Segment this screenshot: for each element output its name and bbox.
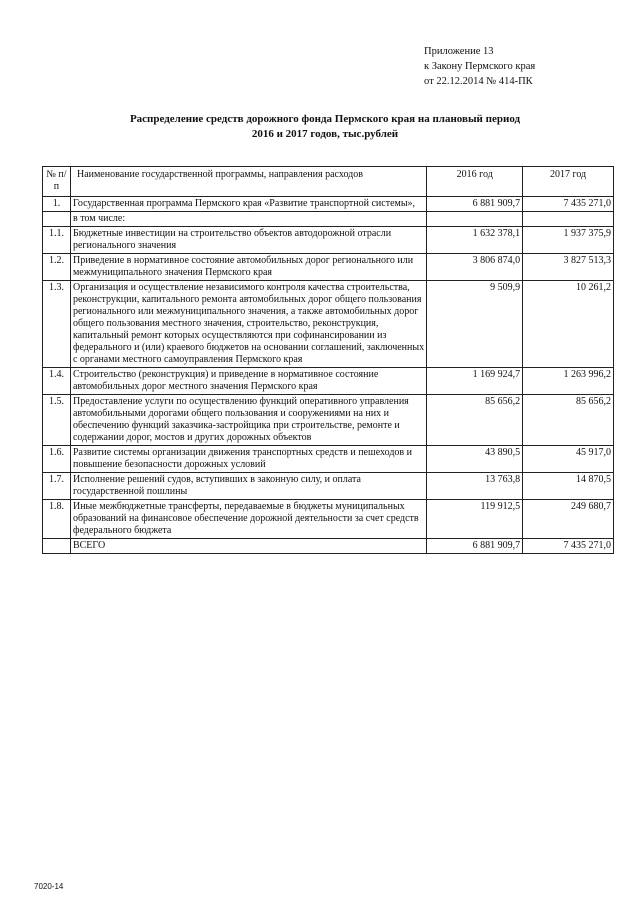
row-number: 1.6. bbox=[43, 446, 71, 473]
row-name: Приведение в нормативное состояние автомобильных дорог регионального или межмуниципального значения Пермского края bbox=[70, 254, 426, 281]
row-number bbox=[43, 539, 71, 554]
row-2017-value: 249 680,7 bbox=[523, 500, 614, 539]
row-2016-value: 9 509,9 bbox=[427, 281, 523, 368]
row-name: Бюджетные инвестиции на строительство объектов автодорожной отрасли регионального значения bbox=[70, 227, 426, 254]
title-line-1: Распределение средств дорожного фонда Пермского края на плановый период bbox=[129, 113, 521, 125]
row-number bbox=[43, 212, 71, 227]
table-total-row bbox=[43, 539, 614, 554]
document-title bbox=[70, 112, 580, 142]
table-row bbox=[43, 254, 614, 281]
table-header-row bbox=[43, 167, 614, 197]
table-row bbox=[43, 281, 614, 368]
document-code: 7020-14 bbox=[34, 882, 64, 891]
row-2017-value: 7 435 271,0 bbox=[523, 197, 614, 212]
row-name: Исполнение решений судов, вступивших в законную силу, и оплата государственной пошлины bbox=[70, 473, 426, 500]
row-name: Государственная программа Пермского края «Развитие транспортной системы», bbox=[70, 197, 426, 212]
row-number: 1.5. bbox=[43, 395, 71, 446]
appendix-line-2: к Закону Пермского края bbox=[424, 61, 536, 72]
title-line-2: 2016 и 2017 годов, тыс.рублей bbox=[251, 128, 399, 140]
row-number: 1. bbox=[43, 197, 71, 212]
row-2016-value: 6 881 909,7 bbox=[427, 539, 523, 554]
table-row bbox=[43, 197, 614, 212]
row-2017-value: 10 261,2 bbox=[523, 281, 614, 368]
row-number: 1.7. bbox=[43, 473, 71, 500]
table-row bbox=[43, 368, 614, 395]
row-2017-value: 1 263 996,2 bbox=[523, 368, 614, 395]
appendix-line-1: Приложение 13 bbox=[424, 46, 494, 57]
row-2017-value: 3 827 513,3 bbox=[523, 254, 614, 281]
header-2017: 2017 год bbox=[523, 167, 614, 197]
row-2017-value: 14 870,5 bbox=[523, 473, 614, 500]
row-2016-value: 6 881 909,7 bbox=[427, 197, 523, 212]
row-2016-value: 85 656,2 bbox=[427, 395, 523, 446]
header-2016: 2016 год bbox=[427, 167, 523, 197]
row-2016-value: 43 890,5 bbox=[427, 446, 523, 473]
row-number: 1.1. bbox=[43, 227, 71, 254]
row-2017-value: 1 937 375,9 bbox=[523, 227, 614, 254]
table-row bbox=[43, 395, 614, 446]
row-2016-value: 3 806 874,0 bbox=[427, 254, 523, 281]
row-2016-value: 1 632 378,1 bbox=[427, 227, 523, 254]
row-name: Организация и осуществление независимого контроля качества строительства, реконструкции, капитального ремонта автомобильных дорог общего пользования регионального или межмуниципального значения, а также автомобильных дорог общего пользования местного значения, строительство, реконструкция, капитальный ремонт которых осуществляются при софинансировании из федерального и (или) краевого бюджетов на основании соглашений, заключенных с органами местного самоуправления Пермского края bbox=[70, 281, 426, 368]
appendix-reference bbox=[424, 44, 535, 89]
header-name: Наименование государственной программы, направления расходов bbox=[70, 167, 426, 197]
table-row bbox=[43, 473, 614, 500]
row-2016-value bbox=[427, 212, 523, 227]
table-row bbox=[43, 227, 614, 254]
row-2017-value: 7 435 271,0 bbox=[523, 539, 614, 554]
row-name: Иные межбюджетные трансферты, передаваемые в бюджеты муниципальных образований на финансовое обеспечение дорожной деятельности за счет средств федерального бюджета bbox=[70, 500, 426, 539]
row-2017-value: 45 917,0 bbox=[523, 446, 614, 473]
row-name: Строительство (реконструкция) и приведение в нормативное состояние автомобильных дорог местного значения Пермского края bbox=[70, 368, 426, 395]
row-number: 1.2. bbox=[43, 254, 71, 281]
header-number: № п/п bbox=[43, 167, 71, 197]
row-2017-value bbox=[523, 212, 614, 227]
row-name: Развитие системы организации движения транспортных средств и пешеходов и повышение безопасности дорожных условий bbox=[70, 446, 426, 473]
table-row bbox=[43, 446, 614, 473]
row-number: 1.3. bbox=[43, 281, 71, 368]
row-2016-value: 13 763,8 bbox=[427, 473, 523, 500]
row-number: 1.8. bbox=[43, 500, 71, 539]
road-fund-table bbox=[42, 166, 614, 554]
row-number: 1.4. bbox=[43, 368, 71, 395]
row-name: в том числе: bbox=[70, 212, 426, 227]
row-name: Предоставление услуги по осуществлению функций оперативного управления автомобильными дорогами общего пользования и сооружениями на них и обеспечению функций заказчика-застройщика при строительстве, ремонте и содержании дорог, мостов и других дорожных объектов bbox=[70, 395, 426, 446]
table-row bbox=[43, 500, 614, 539]
appendix-line-3: от 22.12.2014 № 414-ПК bbox=[424, 76, 533, 87]
row-2017-value: 85 656,2 bbox=[523, 395, 614, 446]
row-2016-value: 119 912,5 bbox=[427, 500, 523, 539]
row-name: ВСЕГО bbox=[70, 539, 426, 554]
row-2016-value: 1 169 924,7 bbox=[427, 368, 523, 395]
table-row bbox=[43, 212, 614, 227]
